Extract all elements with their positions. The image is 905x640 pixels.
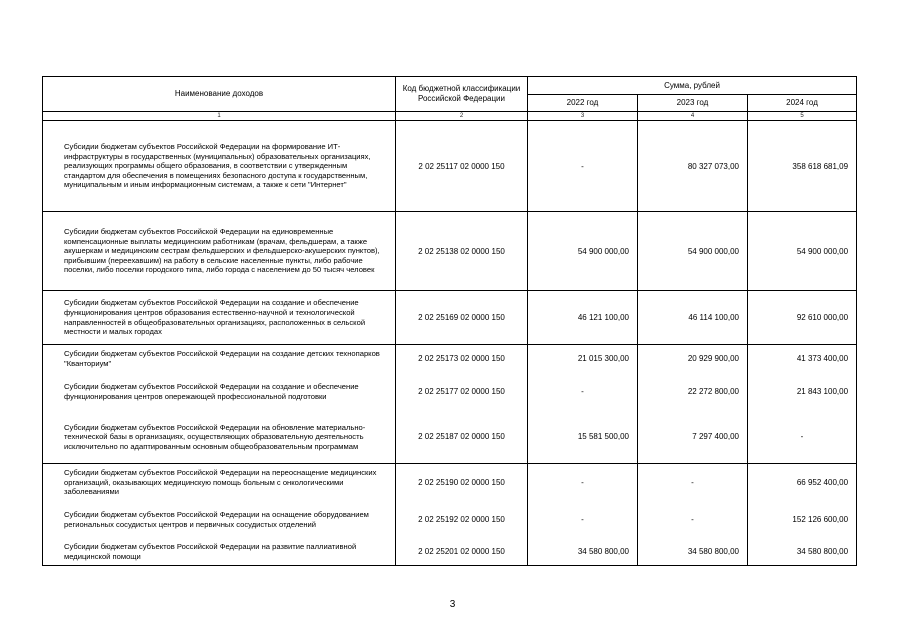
amount-2023: 22 272 800,00 xyxy=(638,372,748,411)
amount-2024: 66 952 400,00 xyxy=(748,463,857,501)
col-number: 1 xyxy=(43,112,396,121)
amount-2023: 46 114 100,00 xyxy=(638,291,748,345)
amount-2022: 46 121 100,00 xyxy=(528,291,638,345)
income-name: Субсидии бюджетам субъектов Российской Федерации на единовременные компенсационные выплаты медицинским работникам (врачам, фельдшерам, а также акушеркам и медицинским сестрам фельдшерских и фельдшерско-акушерских пунктов), прибывшим (переехавшим) на работу в сельские населенные пункты, либо рабочие поселки, либо поселки городского типа, либо города с населением до 50 тысяч человек xyxy=(43,212,396,291)
budget-code: 2 02 25173 02 0000 150 xyxy=(396,345,528,373)
revenue-table xyxy=(42,76,857,566)
amount-2023: - xyxy=(638,463,748,501)
header-year-2022: 2022 год xyxy=(528,95,638,112)
header-year-2024: 2024 год xyxy=(748,95,857,112)
page-number: 3 xyxy=(449,599,456,610)
table-row xyxy=(43,538,857,566)
table-row xyxy=(43,411,857,463)
col-number: 4 xyxy=(638,112,748,121)
budget-code: 2 02 25177 02 0000 150 xyxy=(396,372,528,411)
amount-2022: 34 580 800,00 xyxy=(528,538,638,566)
income-name: Субсидии бюджетам субъектов Российской Федерации на создание и обеспечение функционирования центров опережающей профессиональной подготовки xyxy=(43,372,396,411)
col-number: 3 xyxy=(528,112,638,121)
budget-code: 2 02 25138 02 0000 150 xyxy=(396,212,528,291)
amount-2024: 358 618 681,09 xyxy=(748,121,857,212)
table-row xyxy=(43,501,857,538)
amount-2022: 15 581 500,00 xyxy=(528,411,638,463)
amount-2024: - xyxy=(748,411,857,463)
amount-2023: 20 929 900,00 xyxy=(638,345,748,373)
amount-2023: 54 900 000,00 xyxy=(638,212,748,291)
income-name: Субсидии бюджетам субъектов Российской Федерации на развитие паллиативной медицинской помощи xyxy=(43,538,396,566)
income-name: Субсидии бюджетам субъектов Российской Федерации на формирование ИТ-инфраструктуры в государственных (муниципальных) образовательных организациях, реализующих программы общего образования, в соответствии с утвержденным стандартом для обеспечения в помещениях безопасного доступа к государственным, муниципальным и иным информационным системам, а также к сети "Интернет" xyxy=(43,121,396,212)
col-number: 5 xyxy=(748,112,857,121)
amount-2022: 54 900 000,00 xyxy=(528,212,638,291)
amount-2024: 54 900 000,00 xyxy=(748,212,857,291)
col-number: 2 xyxy=(396,112,528,121)
income-name: Субсидии бюджетам субъектов Российской Федерации на оснащение оборудованием региональных сосудистых центров и первичных сосудистых отделений xyxy=(43,501,396,538)
budget-code: 2 02 25192 02 0000 150 xyxy=(396,501,528,538)
table-row xyxy=(43,372,857,411)
table-row xyxy=(43,291,857,345)
budget-code: 2 02 25117 02 0000 150 xyxy=(396,121,528,212)
header-code: Код бюджетной классификации Российской Федерации xyxy=(396,77,528,112)
amount-2024: 34 580 800,00 xyxy=(748,538,857,566)
income-name: Субсидии бюджетам субъектов Российской Федерации на создание и обеспечение функционирования центров образования естественно-научной и технологической направленностей в общеобразовательных организациях, расположенных в сельской местности и малых городах xyxy=(43,291,396,345)
table-row xyxy=(43,212,857,291)
table-row xyxy=(43,345,857,373)
amount-2023: 34 580 800,00 xyxy=(638,538,748,566)
amount-2022: - xyxy=(528,501,638,538)
income-name: Субсидии бюджетам субъектов Российской Федерации на обновление материально-технической базы в организациях, осуществляющих образовательную деятельность исключительно по адаптированным основным общеобразовательным программам xyxy=(43,411,396,463)
income-name: Субсидии бюджетам субъектов Российской Федерации на переоснащение медицинских организаций, оказывающих медицинскую помощь больным с онкологическими заболеваниями xyxy=(43,463,396,501)
amount-2024: 152 126 600,00 xyxy=(748,501,857,538)
header-year-2023: 2023 год xyxy=(638,95,748,112)
amount-2024: 41 373 400,00 xyxy=(748,345,857,373)
amount-2023: 80 327 073,00 xyxy=(638,121,748,212)
amount-2022: 21 015 300,00 xyxy=(528,345,638,373)
budget-code: 2 02 25169 02 0000 150 xyxy=(396,291,528,345)
income-name: Субсидии бюджетам субъектов Российской Федерации на создание детских технопарков "Кванториум" xyxy=(43,345,396,373)
header-name: Наименование доходов xyxy=(43,77,396,112)
amount-2022: - xyxy=(528,372,638,411)
header-sum: Сумма, рублей xyxy=(528,77,857,95)
budget-code: 2 02 25190 02 0000 150 xyxy=(396,463,528,501)
amount-2024: 92 610 000,00 xyxy=(748,291,857,345)
table-row xyxy=(43,463,857,501)
budget-code: 2 02 25201 02 0000 150 xyxy=(396,538,528,566)
amount-2022: - xyxy=(528,463,638,501)
amount-2023: - xyxy=(638,501,748,538)
amount-2024: 21 843 100,00 xyxy=(748,372,857,411)
amount-2022: - xyxy=(528,121,638,212)
budget-code: 2 02 25187 02 0000 150 xyxy=(396,411,528,463)
amount-2023: 7 297 400,00 xyxy=(638,411,748,463)
table-row xyxy=(43,121,857,212)
